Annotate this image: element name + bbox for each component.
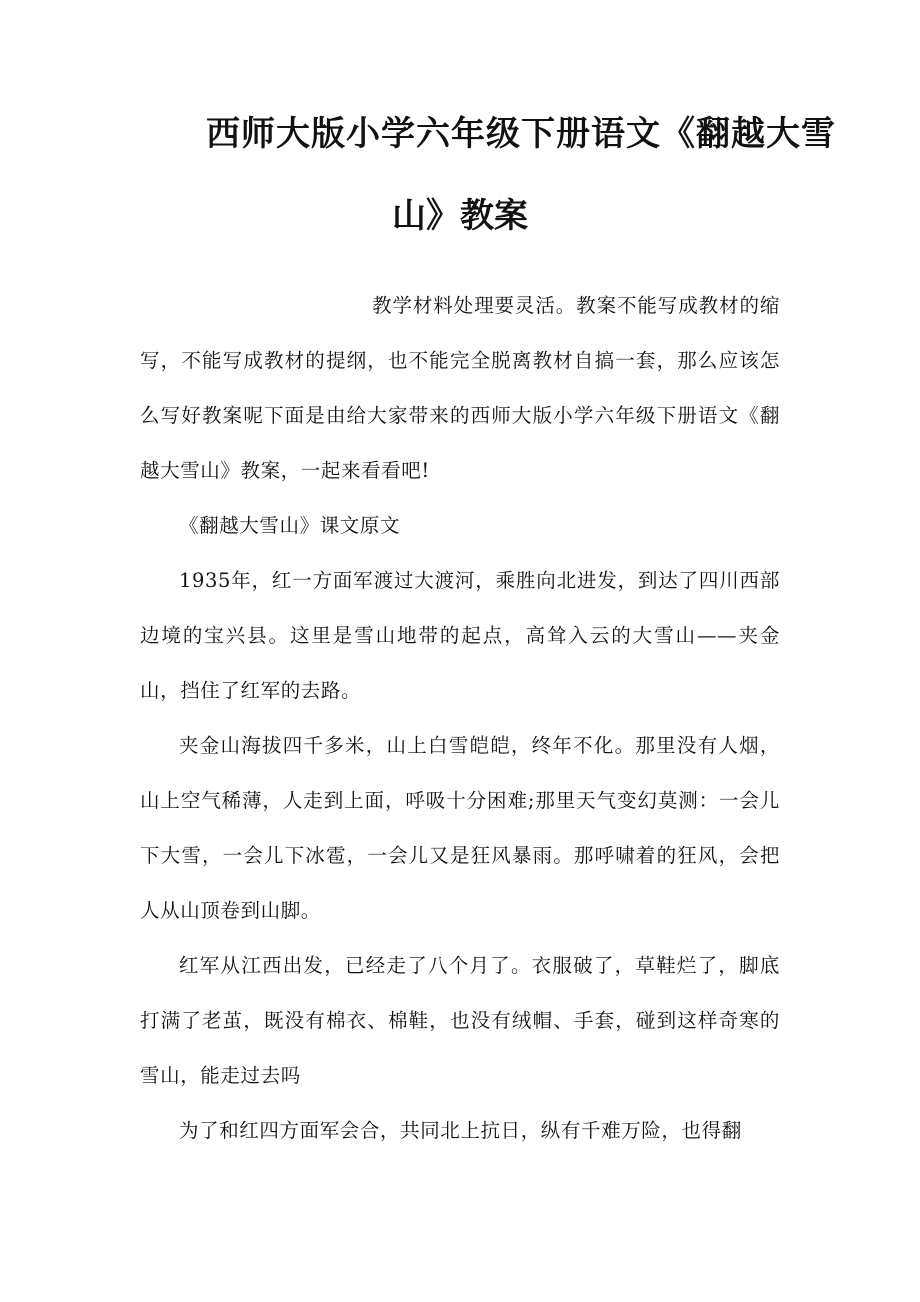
body-paragraph: 为了和红四方面军会合，共同北上抗日，纵有千难万险，也得翻: [179, 1119, 742, 1142]
document-body: [140, 278, 780, 1158]
document-title-line-2: 山》教案: [392, 196, 528, 236]
document-title-line-1: 西师大版小学六年级下册语文《翻越大雪: [206, 114, 836, 154]
body-paragraph: 红军从江西出发，已经走了八个月了。衣服破了，草鞋烂了，脚底打满了老茧，既没有棉衣、棉鞋，也没有绒帽、手套，碰到这样奇寒的雪山，能走过去吗: [140, 954, 780, 1087]
body-paragraph: 1935年，红一方面军渡过大渡河，乘胜向北进发，到达了四川西部边境的宝兴县。这里是雪山地带的起点，高耸入云的大雪山——夹金山，挡住了红军的去路。: [140, 569, 780, 702]
intro-paragraph: 教学材料处理要灵活。教案不能写成教材的缩写，不能写成教材的提纲，也不能完全脱离教材自搞一套，那么应该怎么写好教案呢下面是由给大家带来的西师大版小学六年级下册语文《翻越大雪山》教案，一起来看看吧!: [140, 294, 780, 482]
body-paragraph: 夹金山海拔四千多米，山上白雪皑皑，终年不化。那里没有人烟，山上空气稀薄，人走到上面，呼吸十分困难;那里天气变幻莫测：一会儿下大雪，一会儿下冰雹，一会儿又是狂风暴雨。那呼啸着的狂风，会把人从山顶卷到山脚。: [140, 734, 780, 922]
section-heading: 《翻越大雪山》课文原文: [179, 514, 401, 537]
